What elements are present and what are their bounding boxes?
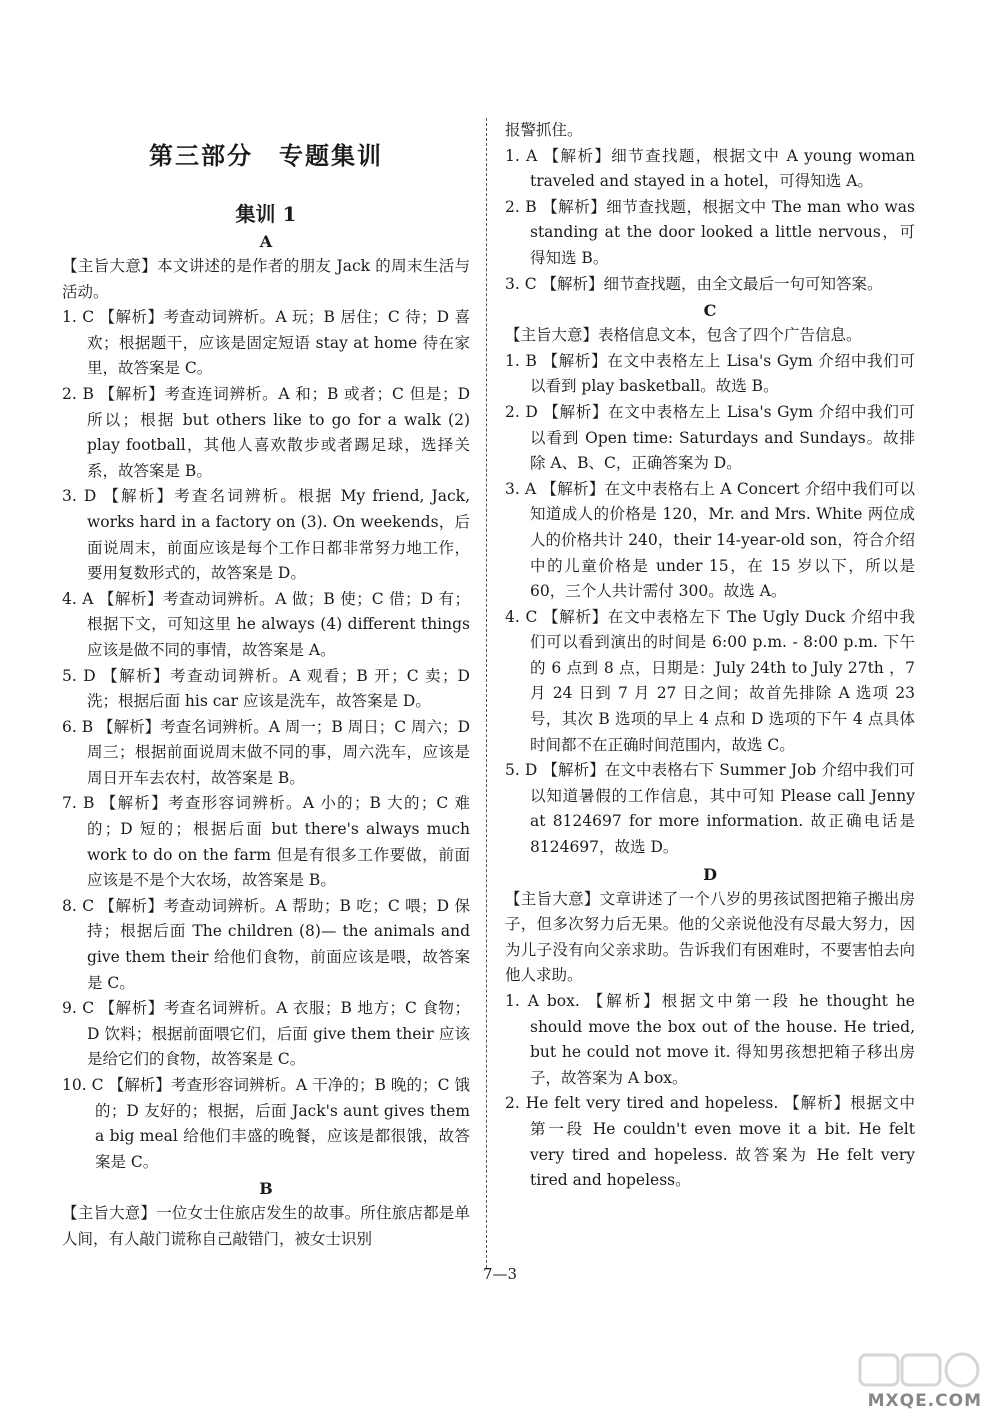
answer-item: 2. He felt very tired and hopeless. 【解析】根据文中第一段 He couldn't even move it a bit. He felt very tired and hopeless. 故答案为 He felt very tired and hopeless。 bbox=[505, 1094, 915, 1190]
section-b-main-idea-continued: 报警抓住。 bbox=[505, 121, 583, 139]
answer-item: 9. C 【解析】考查名词辨析。A 衣服；B 地方；C 食物；D 饮料；根据前面喂它们，后面 give them their 应该是给它们的食物，故答案是 C。 bbox=[62, 999, 470, 1069]
answer-item: 5. D 【解析】在文中表格右下 Summer Job 介绍中我们可以知道暑假的工作信息，其中可知 Please call Jenny at 8124697 for more information. 故正确电话是 8124697，故选 D。 bbox=[505, 761, 915, 857]
answer-item: 1. A 【解析】细节查找题，根据文中 A young woman traveled and stayed in a hotel，可得知选 A。 bbox=[505, 146, 915, 191]
answer-item: 3. C 【解析】细节查找题，由全文最后一句可知答案。 bbox=[505, 274, 883, 293]
answer-item: 10. C 【解析】考查形容词辨析。A 干净的；B 晚的；C 饿的；D 友好的；根据，后面 Jack's aunt gives them a big meal 给他们丰盛的晚餐，应该是都很饿，故答案是 C。 bbox=[62, 1076, 470, 1171]
section-d-main-idea: 【主旨大意】文章讲述了一个八岁的男孩试图把箱子搬出房子，但多次努力后无果。他的父亲说他没有尽最大努力，因为儿子没有向父亲求助。告诉我们有困难时，不要害怕去向他人求助。 bbox=[505, 889, 915, 985]
answer-item: 1. A box. 【解析】根据文中第一段 he thought he should move the box out of the house. He tried, but he could not move it. 得知男孩想把箱子移出房子，故答案为 A box。 bbox=[505, 992, 915, 1087]
column-divider bbox=[486, 118, 493, 1268]
answer-item: 6. B 【解析】考查名词辨析。A 周一；B 周日；C 周六；D 周三；根据前面说周末做不同的事，周六洗车，应该是周日开车去农村，故答案是 B。 bbox=[62, 717, 470, 787]
section-d-heading: D bbox=[703, 864, 717, 884]
section-b-heading: B bbox=[259, 1179, 273, 1199]
section-a-main-idea: 【主旨大意】本文讲述的是作者的朋友 Jack 的周末生活与活动。 bbox=[62, 257, 470, 301]
part-title: 第三部分 专题集训 bbox=[149, 141, 383, 170]
page-number: 7—3 bbox=[482, 1265, 518, 1283]
section-a-heading: A bbox=[259, 232, 273, 251]
answer-item: 8. C 【解析】考查动词辨析。A 帮助；B 吃；C 喂；D 保持；根据后面 The children (8)— the animals and give them their 给他们食物，前面应该是喂，故答案是 C。 bbox=[62, 896, 470, 992]
answer-item: 3. D 【解析】考查名词辨析。根据 My friend, Jack, works hard in a factory on (3). On weekends，后面说周末，前面应该是每个工作日都非常努力地工作，要用复数形式的，故答案是 D。 bbox=[62, 487, 470, 583]
answer-item: 2. D 【解析】在文中表格左上 Lisa's Gym 介绍中我们可以看到 Open time: Saturdays and Sundays。故排除 A、B、C，正确答案为 D。 bbox=[505, 402, 915, 473]
section-c-heading: C bbox=[703, 301, 717, 321]
answer-item: 3. A 【解析】在文中表格右上 A Concert 介绍中我们可以知道成人的价格是 120，Mr. and Mrs. White 两位成人的价格共计 240，their 14-year-old son，符合介绍中的儿童价格是 under 15，在 15 岁以下，所以是 60，三个人共计需付 300。故选 A。 bbox=[505, 479, 915, 601]
answer-item: 1. B 【解析】在文中表格左上 Lisa's Gym 介绍中我们可以看到 play basketball。故选 B。 bbox=[505, 351, 915, 396]
answer-item: 4. C 【解析】在文中表格左下 The Ugly Duck 介绍中我们可以看到演出的时间是 6:00 p.m. - 8:00 p.m. 下午的 6 点到 8 点，日期是：July 24th to July 27th ，7 月 24 日到 7 月 27 日之间；故首先排除 A 选项 23 号，其次 B 选项的早上 4 点和 D 选项的下午 4 点具体时间都不在正确时间范围内，故选 C。 bbox=[505, 607, 915, 754]
answer-item: 4. A 【解析】考查动词辨析。A 做；B 使；C 借；D 有；根据下文，可知这里 he always (4) different things 应该是做不同的事情，故答案是 A。 bbox=[62, 589, 470, 659]
answer-item: 1. C 【解析】考查动词辨析。A 玩；B 居住；C 待；D 喜欢；根据题干，应该是固定短语 stay at home 待在家里，故答案是 C。 bbox=[62, 308, 470, 378]
section-c-main-idea: 【主旨大意】表格信息文本，包含了四个广告信息。 bbox=[505, 326, 862, 345]
section-b-main-idea: 【主旨大意】一位女士住旅店发生的故事。所住旅店都是单人间，有人敲门谎称自己敲错门，被女士识别 bbox=[62, 1204, 470, 1248]
answer-item: 2. B 【解析】细节查找题，根据文中 The man who was standing at the door looked a little nervous，可得知选 B。 bbox=[505, 197, 915, 267]
answer-item: 5. D 【解析】考查动词辨析。A 观看；B 开；C 卖；D 洗；根据后面 his car 应该是洗车，故答案是 D。 bbox=[62, 666, 470, 711]
watermark-text: MXQE.COM bbox=[867, 1391, 982, 1411]
unit-title: 集训 1 bbox=[235, 202, 297, 226]
right-column bbox=[505, 118, 915, 1194]
left-column bbox=[62, 140, 470, 1253]
answer-item: 2. B 【解析】考查连词辨析。A 和；B 或者；C 但是；D 所以；根据 but others like to go for a walk (2) play football，其他人喜欢散步或者踢足球，选择关系，故答案是 B。 bbox=[62, 384, 470, 480]
answer-item: 7. B 【解析】考查形容词辨析。A 小的；B 大的；C 难的；D 短的；根据后面 but there's always much work to do on the farm 但是有很多工作要做，前面应该是不是个大农场，故答案是 B。 bbox=[62, 794, 470, 890]
